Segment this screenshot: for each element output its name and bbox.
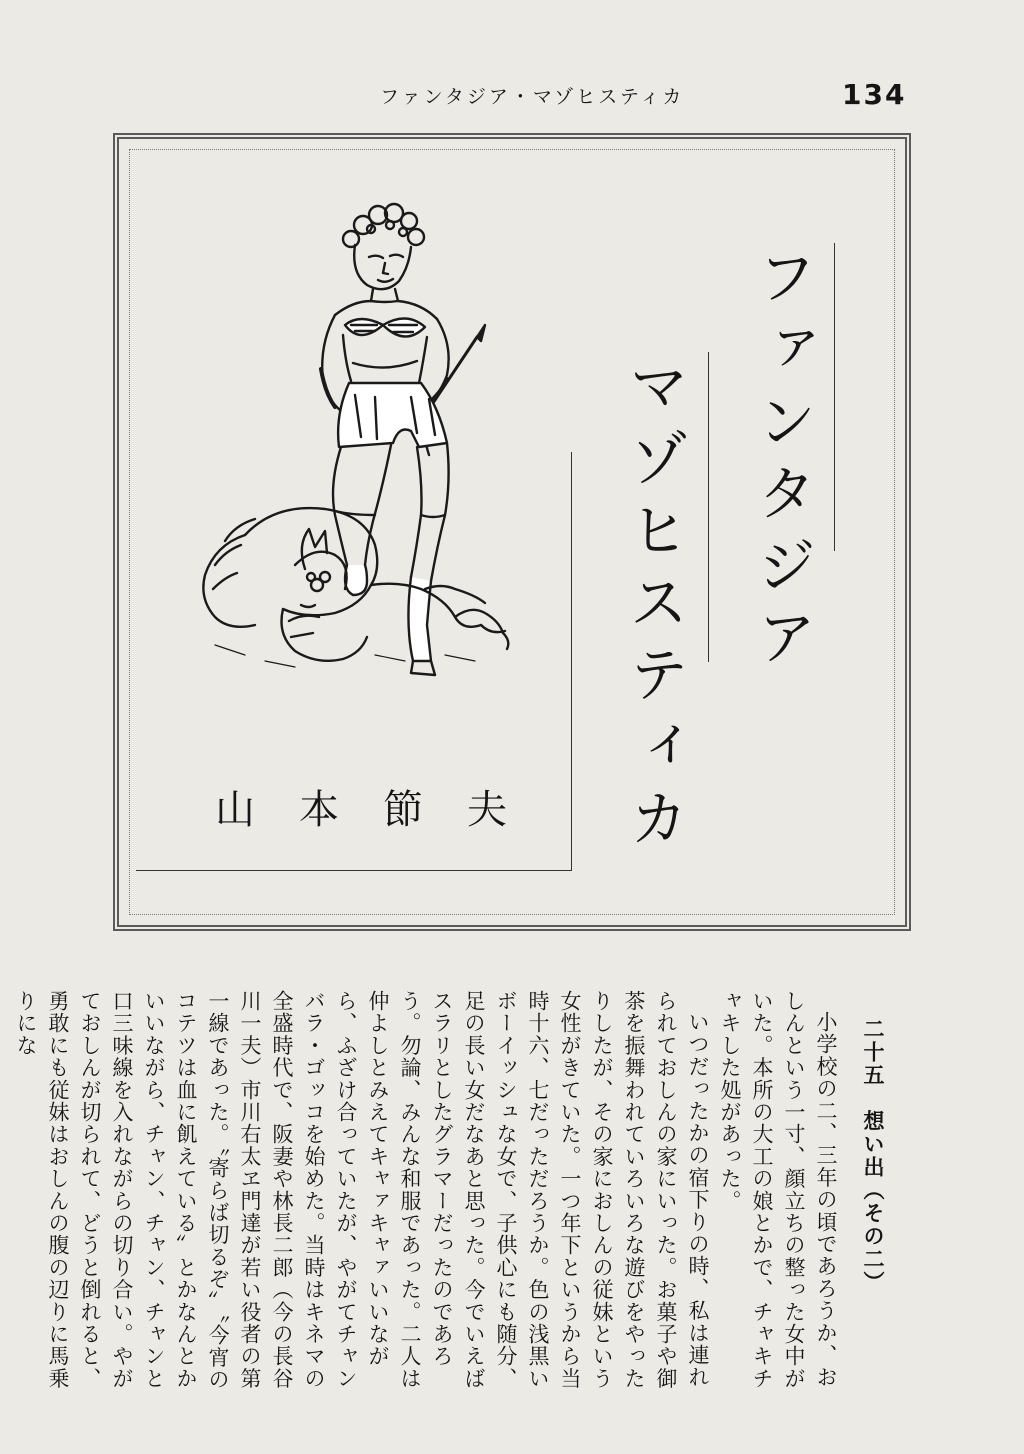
hair-curls: [343, 204, 424, 247]
inner-rule-horizontal: [136, 870, 572, 871]
article-paragraph-1: 小学校の二、三年の頃であろうか、おしんという一寸、顔立ちの整った女中がいた。本所の大工の娘とかで、チャキチャキした処があった。: [718, 990, 838, 1390]
title-rule-1: [834, 243, 835, 551]
inner-rule-vertical: [571, 452, 572, 870]
article-body: [14, 990, 842, 1410]
title-rule-2: [708, 352, 709, 662]
section-heading: 二十五 想い出（その二）: [861, 1018, 885, 1294]
author-name: 山本節夫: [215, 787, 551, 833]
running-title: ファンタジア・マゾヒスティカ: [380, 86, 685, 108]
article-paragraph-2: いつだったかの宿下りの時、私は連れられておしんの家にいった。お菓子や御茶を振舞われていろいろな遊びをやったりしたが、その家におしんの従妹という女性がきていた。一つ年下というから当時十六、七だっただろうか。色の浅黒いボーイッシュな女で、子供心にも随分、足の長い女だなあと思った。今でいえばスラリとしたグラマーだったのであろう。勿論、みんな和服であった。二人は仲よしとみえてキャァキャァいいながら、ふざけ合っていたが、やがてチャンバラ・ゴッコを始めた。当時はキネマの全盛時代で、阪妻や林長二郎（今の長谷川一夫）市川右太ヱ門達が若い役者の第一線であった。〝寄らば切るぞ〟〝今宵のコテツは血に飢えている〟とかなんとかいいながら、チャン、チャン、チャンと口三味線を入れながらの切り合い。やがておしんが切られて、どうと倒れると、勇敢にも従妹はおしんの腹の辺りに馬乗りにな: [14, 990, 710, 1391]
woman-standing-on-fallen-horse-illustration: [185, 185, 535, 705]
story-title-line-2: マゾヒスティカ: [619, 355, 689, 859]
page-number: 134: [842, 78, 907, 111]
story-title-line-1: ファンタジア: [747, 246, 817, 678]
